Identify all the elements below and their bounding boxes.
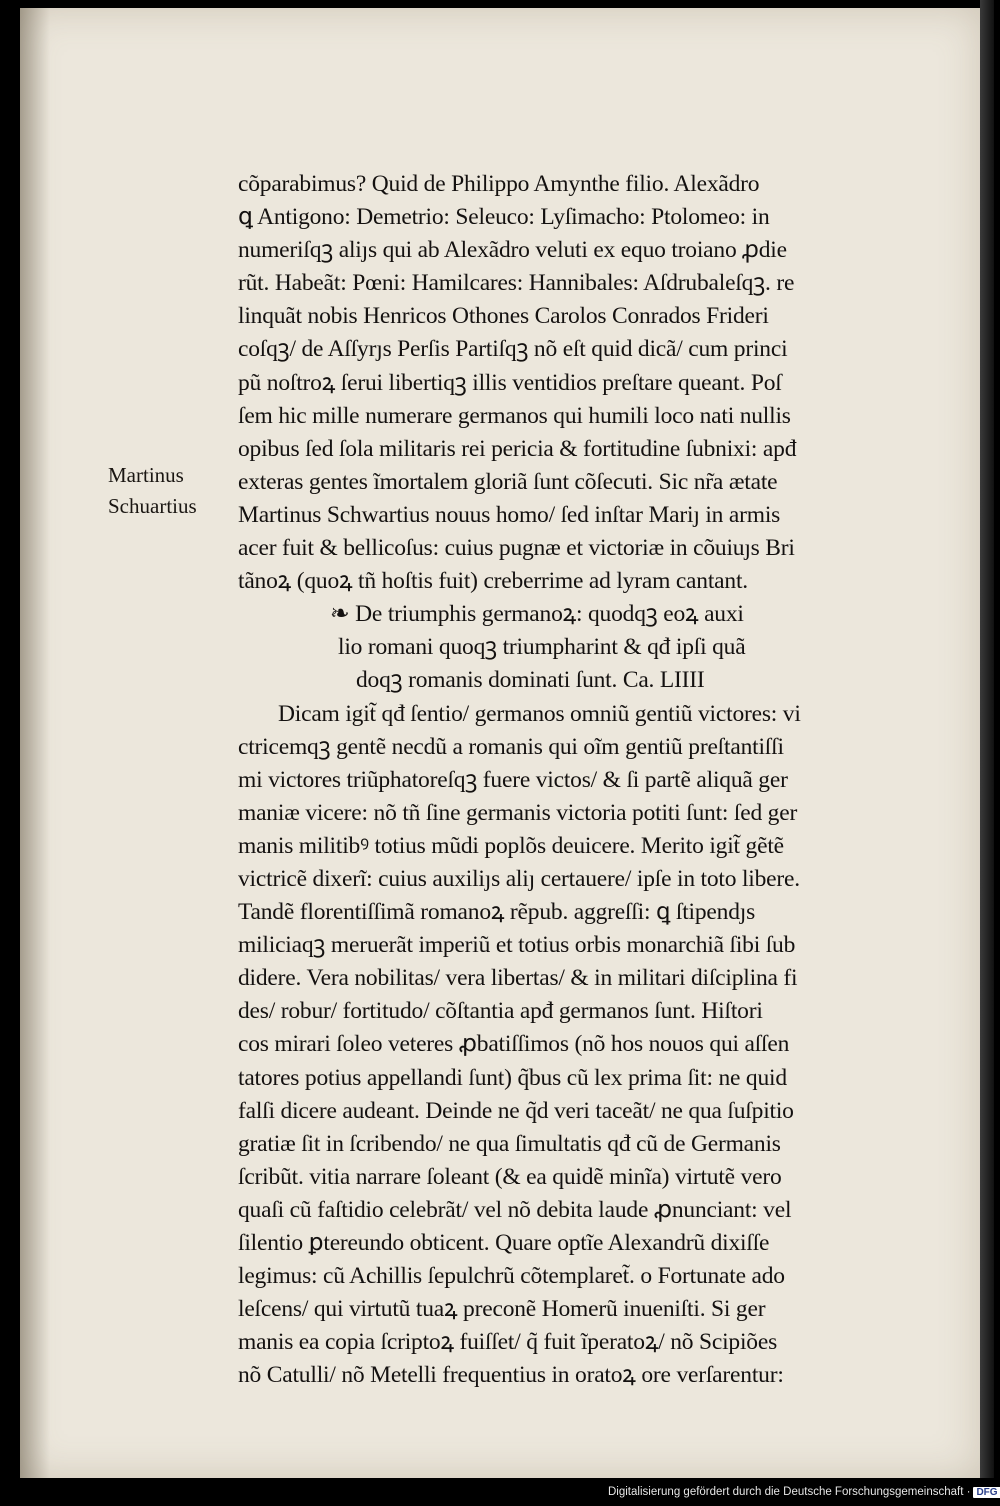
- text-line: ſem hic mille numerare germanos qui humili loco nati nullis: [238, 402, 791, 429]
- text-line: doqꝫ romanis dominati ſunt. Ca. LIIII: [356, 667, 705, 694]
- text-line: leſcens/ qui virtutũ tuaꝝ preconẽ Homerũ inueniſti. Si ger: [238, 1296, 766, 1323]
- chapter-heading: [238, 598, 958, 697]
- dfg-logo: DFG: [973, 1487, 1000, 1498]
- text-line: cos mirari ſoleo veteres ꝓbatiſſimos (nõ hos nouos qui aſſen: [238, 1031, 790, 1058]
- text-line: ❧ De triumphis germanoꝝ: quodqꝫ eoꝝ auxi: [330, 601, 744, 628]
- text-line: mi victores triũphatoreſqꝫ fuere victos/ & ſi partẽ aliquã ger: [238, 766, 788, 793]
- marginal-note-line: Martinus: [108, 463, 184, 487]
- text-line: rũt. Habeãt: Pœni: Hamilcares: Hannibales: Aſdrubaleſqꝫ. re: [238, 270, 795, 297]
- paragraph-chapter: [238, 698, 958, 1393]
- text-line: lio romani quoqꝫ triumpharint & qđ ipſi quã: [338, 634, 746, 661]
- text-line: victricẽ dixerĩ: cuius auxiliȷs aliȷ certauere/ ipſe in toto libere.: [238, 865, 800, 892]
- text-line: cõparabimus? Quid de Philippo Amynthe filio. Alexãdro: [238, 171, 760, 197]
- body-text: [238, 168, 958, 1392]
- text-line: Tandẽ florentiſſimã romanoꝝ rẽpub. aggreſſi: ꝗ ſtipendȷs: [238, 899, 756, 926]
- text-line: gratiæ ſit in ſcribendo/ ne qua ſimultatis qđ cũ de Germanis: [238, 1130, 781, 1157]
- text-line: numeriſqꝫ aliȷs qui ab Alexãdro veluti ex equo troiano ꝓdie: [238, 237, 787, 264]
- text-line: ſilentio ꝑtereundo obticent. Quare optĩe Alexandrũ dixiſſe: [238, 1230, 770, 1256]
- text-line: acer fuit & bellicoſus: cuius pugnæ et victoriæ in cõuiuȷs Bri: [238, 535, 795, 562]
- paragraph-continuation: [238, 168, 958, 598]
- page-edge: [980, 0, 994, 1478]
- text-line: pũ noſtroꝝ ſerui libertiqꝫ illis ventidios preſtare queant. Poſ: [238, 369, 782, 396]
- text-line: coſqꝫ/ de Aſſyrȷs Perſis Partiſqꝫ nõ eſt quid dicã/ cum princi: [238, 336, 788, 363]
- text-line: tãnoꝝ (quoꝝ tñ hoſtis fuit) creberrime ad lyram cantant.: [238, 568, 748, 595]
- text-line: ſcribũt. vitia narrare ſoleant (& ea quidẽ minĩa) virtutẽ vero: [238, 1163, 782, 1190]
- text-line: maniæ vicere: nõ tñ ſine germanis victoria potiti ſunt: ſed ger: [238, 799, 798, 826]
- text-line: manis militibꝰ totius mũdi poplõs deuicere. Merito igit̃ gẽtẽ: [238, 832, 784, 859]
- marginal-note: [108, 460, 197, 522]
- text-line: ꝗ Antigono: Demetrio: Seleuco: Lyſimacho: Ptolomeo: in: [238, 204, 770, 231]
- text-line: miliciaqꝫ meruerãt imperiũ et totius orbis monarchiã ſibi ſub: [238, 932, 796, 959]
- text-line: opibus ſed ſola militaris rei pericia & fortitudine ſubnixi: apđ: [238, 435, 797, 462]
- text-line: Martinus Schwartius nouus homo/ ſed inſtar Mariȷ in armis: [238, 501, 781, 528]
- text-line: falſi dicere audeant. Deinde ne q̃d veri taceãt/ ne qua ſuſpitio: [238, 1097, 794, 1124]
- text-line: manis ea copia ſcriptoꝝ fuiſſet/ q̃ fuit ĩperatoꝝ/ nõ Scipiões: [238, 1329, 778, 1356]
- text-line: ctricemqꝫ gentẽ necdũ a romanis qui oĩm gentiũ preſtantiſſi: [238, 733, 784, 760]
- text-line: linquãt nobis Henricos Othones Carolos Conrados Frideri: [238, 303, 769, 330]
- text-line: exteras gentes ĩmortalem gloriã ſunt cõſecuti. Sic nr̃a ætate: [238, 468, 778, 495]
- text-line: didere. Vera nobilitas/ vera libertas/ & in militari diſciplina fi: [238, 965, 798, 992]
- footer-text: Digitalisierung gefördert durch die Deutsche Forschungsgemeinschaft ·: [608, 1486, 971, 1498]
- text-line: legimus: cũ Achillis ſepulchrũ cõtemplaret̃. o Fortunate ado: [238, 1263, 785, 1290]
- book-page: [20, 8, 980, 1478]
- text-line: quaſi cũ faſtidio celebrãt/ vel nõ debita laude ꝓnunciant: vel: [238, 1196, 792, 1223]
- text-line: tatores potius appellandi ſunt) q̃bus cũ lex prima ſit: ne quid: [238, 1064, 787, 1091]
- text-line: des/ robur/ fortitudo/ cõſtantia apđ germanos ſunt. Hiſtori: [238, 998, 763, 1025]
- text-line: Dicam igit̃ qđ ſentio/ germanos omniũ gentiũ victores: vi: [278, 700, 801, 727]
- text-line: nõ Catulli/ nõ Metelli frequentius in oratoꝝ ore verſarentur:: [238, 1362, 784, 1389]
- marginal-note-line: Schuartius: [108, 494, 197, 518]
- digitization-footer: [608, 1486, 1000, 1498]
